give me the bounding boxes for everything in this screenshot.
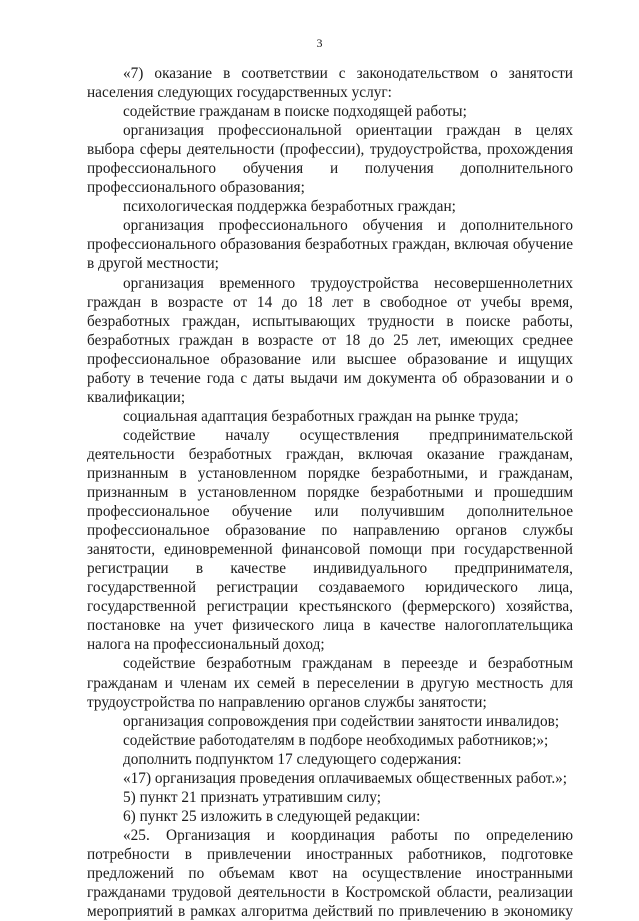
paragraph-temporary-employment: организация временного трудоустройства несовершеннолетних граждан в возрасте от 14 до 18 лет в свободное от учебы время, безработных граждан, испытывающих трудности в поиске работы, безработных граждан в возрасте от 18 до 25 лет, имеющих среднее профессиональное образование или высшее образование и ищущих работу в течение года с даты выдачи им документа об образовании и о квалификации; [87,274,573,406]
paragraph-item-25: «25. Организация и координация работы по определению потребности в привлечении иностранных работников, подготовке предложений по объемам квот на осуществление иностранными гражданами трудовой деятельности в Костромской области, реализации мероприятий в рамках алгоритма действий по привлечению в экономику [87,826,573,921]
paragraph-relocation-support: содействие безработным гражданам в переезде и безработным гражданам и членам их семей в переселении в другую местность для трудоустройства по направлению органов службы занятости; [87,655,573,711]
paragraph-add-subitem-17: дополнить подпунктом 17 следующего содержания: [123,750,462,768]
paragraph-item-25-intro: 6) пункт 25 изложить в следующей редакции: [123,807,421,825]
paragraph-social-adaptation: социальная адаптация безработных граждан на рынке труда; [123,407,519,425]
paragraph-item-7-intro: «7) оказание в соответствии с законодательством о занятости населения следующих государственных услуг: [87,65,573,102]
paragraph-career-guidance: организация профессиональной ориентации граждан в целях выбора сферы деятельности (профессии), трудоустройства, прохождения профессионального обучения и получения дополнительного профессионального образования; [87,122,573,197]
paragraph-employer-assistance: содействие работодателям в подборе необходимых работников;»; [123,731,549,749]
paragraph-vocational-training: организация профессионального обучения и дополнительного профессионального образования безработных граждан, включая обучение в другой местности; [87,217,573,273]
page-number: 3 [316,36,323,50]
paragraph-item-21: 5) пункт 21 признать утратившим силу; [123,788,382,806]
paragraph-subitem-17: «17) организация проведения оплачиваемых общественных работ.»; [123,769,568,787]
paragraph-job-search: содействие гражданам в поиске подходящей работы; [123,103,467,121]
paragraph-psychological-support: психологическая поддержка безработных граждан; [123,198,456,216]
document-body [87,64,573,921]
paragraph-entrepreneurship-support: содействие началу осуществления предпринимательской деятельности безработных граждан, включая оказание гражданам, признанным в установленном порядке безработными, и гражданам, признанным в установленном порядке безработными и прошедшим профессиональное обучение или получившим дополнительное профессиональное образование по направлению органов службы занятости, единовременной финансовой помощи при государственной регистрации в качестве индивидуального предпринимателя, государственной регистрации создаваемого юридического лица, государственной регистрации крестьянского (фермерского) хозяйства, постановке на учет физического лица в качестве налогоплательщика налога на профессиональный доход; [87,426,573,654]
paragraph-disabled-employment: организация сопровождения при содействии занятости инвалидов; [123,712,560,730]
